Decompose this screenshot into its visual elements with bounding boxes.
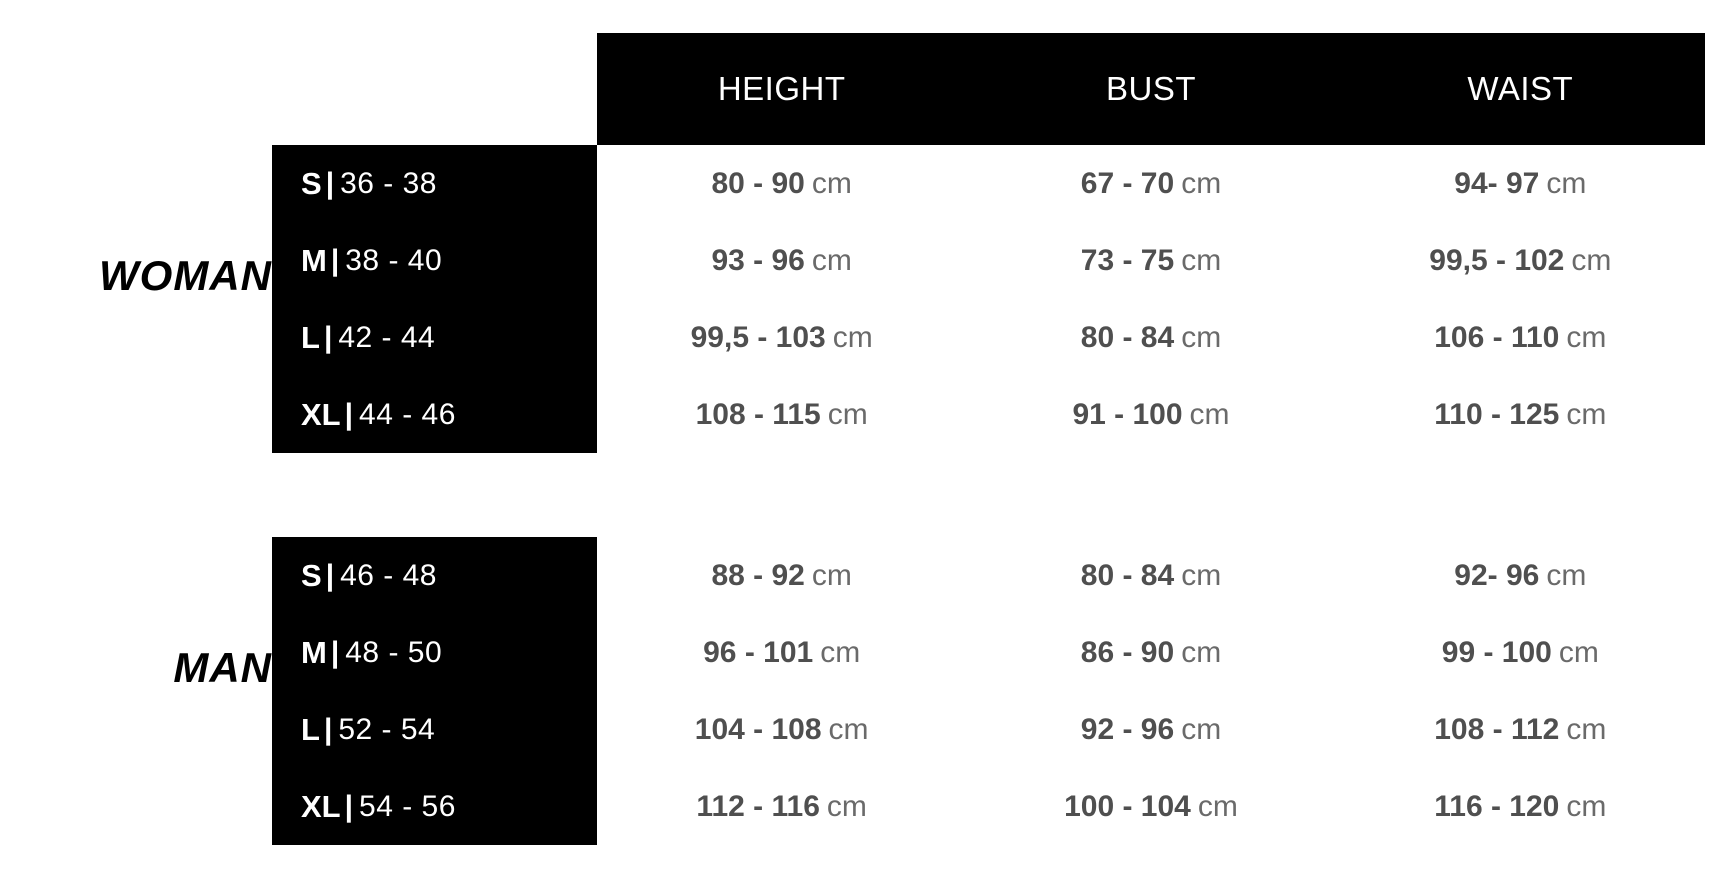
value: 116 - 120 [1434, 789, 1560, 823]
cell-waist [1336, 321, 1705, 355]
unit: cm [1189, 397, 1230, 431]
unit: cm [1181, 635, 1222, 669]
table-row [272, 537, 597, 614]
cell-height [597, 636, 966, 670]
size-letter: M [301, 242, 327, 278]
table-row [597, 222, 1705, 299]
cell-bust [966, 167, 1335, 201]
cell-bust [966, 636, 1335, 670]
cell-waist [1336, 398, 1705, 432]
value: 112 - 116 [696, 789, 820, 823]
value: 93 - 96 [711, 243, 805, 277]
unit: cm [1546, 558, 1587, 592]
table-row [597, 299, 1705, 376]
value: 108 - 112 [1434, 712, 1560, 746]
cell-height [597, 321, 966, 355]
size-letter: XL [301, 396, 341, 432]
value: 67 - 70 [1080, 166, 1175, 200]
size-letter: S [301, 557, 322, 593]
size-separator: | [344, 789, 354, 823]
column-header-height: HEIGHT [717, 70, 846, 107]
unit: cm [1197, 789, 1238, 823]
value: 100 - 104 [1064, 789, 1191, 823]
value: 88 - 92 [711, 558, 805, 592]
unit: cm [1566, 789, 1607, 823]
measure-area-woman [597, 145, 1705, 453]
unit: cm [811, 166, 852, 200]
column-header-bust: BUST [1105, 70, 1196, 107]
value: 94- 97 [1454, 166, 1540, 200]
size-range: 36 - 38 [340, 166, 437, 200]
table-row [597, 145, 1705, 222]
table-row [597, 376, 1705, 453]
value: 110 - 125 [1434, 397, 1560, 431]
table-row [272, 691, 597, 768]
table-row [272, 768, 597, 845]
value: 99,5 - 103 [690, 320, 826, 354]
table-row [272, 299, 597, 376]
value: 99 - 100 [1441, 635, 1552, 669]
size-separator: | [323, 712, 333, 746]
value: 99,5 - 102 [1429, 243, 1565, 277]
unit: cm [1181, 320, 1222, 354]
unit: cm [1181, 558, 1222, 592]
size-separator: | [330, 635, 340, 669]
unit: cm [1566, 712, 1607, 746]
table-row [597, 768, 1705, 845]
size-letter: XL [301, 788, 341, 824]
value: 73 - 75 [1080, 243, 1175, 277]
cell-waist [1336, 713, 1705, 747]
column-header-waist: WAIST [1467, 70, 1574, 107]
unit: cm [827, 397, 868, 431]
size-range: 48 - 50 [345, 635, 443, 669]
value: 80 - 90 [711, 166, 805, 200]
cell-waist [1336, 244, 1705, 278]
unit: cm [832, 320, 873, 354]
group-label-woman: WOMAN [99, 252, 272, 299]
table-row [597, 537, 1705, 614]
unit: cm [1566, 397, 1607, 431]
value: 80 - 84 [1080, 558, 1175, 592]
size-letter: S [301, 165, 322, 201]
unit: cm [820, 635, 861, 669]
group-label-man: MAN [173, 644, 272, 691]
cell-bust [966, 244, 1335, 278]
value: 92 - 96 [1080, 712, 1175, 746]
unit: cm [1181, 243, 1222, 277]
cell-waist [1336, 790, 1705, 824]
cell-height [597, 713, 966, 747]
measurement-header-band [597, 33, 1705, 145]
unit: cm [1181, 166, 1222, 200]
cell-waist [1336, 167, 1705, 201]
size-separator: | [323, 320, 333, 354]
cell-height [597, 790, 966, 824]
value: 80 - 84 [1080, 320, 1175, 354]
value: 108 - 115 [695, 397, 821, 431]
cell-height [597, 398, 966, 432]
size-range: 52 - 54 [338, 712, 436, 746]
unit: cm [1566, 320, 1607, 354]
size-column-man [272, 537, 597, 845]
value: 92- 96 [1454, 558, 1540, 592]
unit: cm [811, 558, 852, 592]
size-letter: M [301, 634, 327, 670]
size-column-woman [272, 145, 597, 453]
cell-height [597, 244, 966, 278]
table-row [597, 691, 1705, 768]
unit: cm [1546, 166, 1587, 200]
size-separator: | [325, 558, 335, 592]
size-range: 46 - 48 [340, 558, 437, 592]
cell-bust [966, 559, 1335, 593]
cell-waist [1336, 636, 1705, 670]
size-range: 44 - 46 [359, 397, 456, 431]
cell-bust [966, 713, 1335, 747]
cell-height [597, 559, 966, 593]
value: 106 - 110 [1434, 320, 1560, 354]
measure-area-man [597, 537, 1705, 845]
value: 104 - 108 [694, 712, 822, 746]
unit: cm [826, 789, 867, 823]
unit: cm [1558, 635, 1599, 669]
size-separator: | [344, 397, 354, 431]
value: 86 - 90 [1080, 635, 1175, 669]
table-row [597, 614, 1705, 691]
size-letter: L [301, 319, 320, 355]
table-row [272, 614, 597, 691]
size-separator: | [325, 166, 335, 200]
value: 91 - 100 [1072, 397, 1183, 431]
size-letter: L [301, 711, 320, 747]
size-separator: | [330, 243, 340, 277]
table-row [272, 376, 597, 453]
cell-bust [966, 321, 1335, 355]
cell-bust [966, 790, 1335, 824]
size-range: 42 - 44 [338, 320, 436, 354]
table-row [272, 222, 597, 299]
table-row [272, 145, 597, 222]
value: 96 - 101 [703, 635, 814, 669]
unit: cm [811, 243, 852, 277]
size-range: 54 - 56 [359, 789, 456, 823]
cell-bust [966, 398, 1335, 432]
unit: cm [1181, 712, 1222, 746]
unit: cm [828, 712, 869, 746]
cell-waist [1336, 559, 1705, 593]
cell-height [597, 167, 966, 201]
size-range: 38 - 40 [345, 243, 443, 277]
unit: cm [1571, 243, 1612, 277]
